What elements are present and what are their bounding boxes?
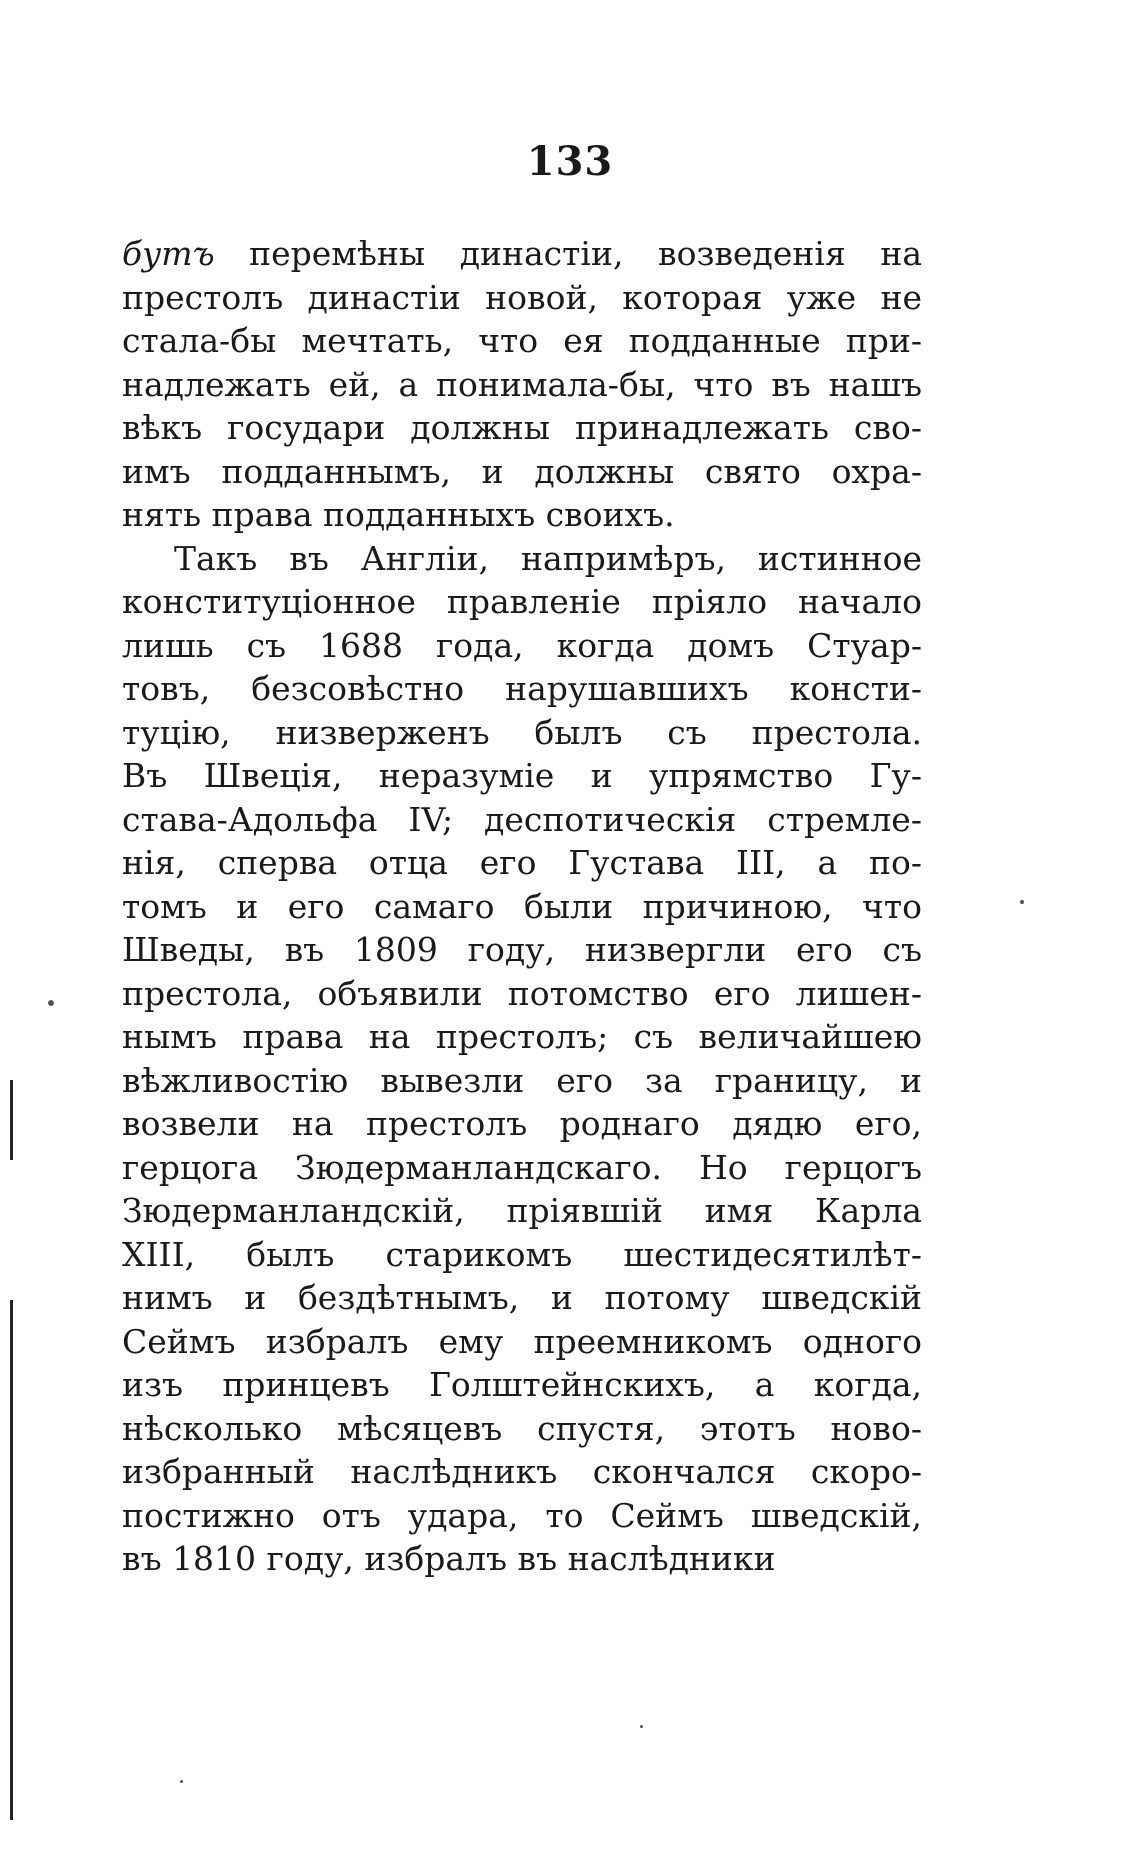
text-line: томъ и его самаго были причиною, что [122, 886, 922, 926]
text-line [122, 232, 922, 276]
text-line: надлежать ей, а понимала-бы, что въ нашъ [122, 364, 922, 404]
text-line-rest: перемѣны династіи, возведенія на [214, 234, 922, 273]
scan-speck [180, 1780, 183, 1783]
body-text [122, 232, 922, 1581]
text-line: нимъ и бездѣтнымъ, и потому шведскій [122, 1278, 922, 1317]
text-line: Сеймъ избралъ ему преемникомъ одного [122, 1321, 922, 1361]
text-line: въ 1810 году, избралъ въ наслѣдники [122, 1539, 776, 1578]
text-line: нять права подданныхъ своихъ. [122, 495, 675, 534]
text-line: герцога Зюдерманландскаго. Но герцогъ [122, 1147, 922, 1187]
scan-edge-mark [10, 1080, 13, 1160]
text-line: изъ принцевъ Голштейнскихъ, а когда, [122, 1365, 922, 1404]
text-line: става-Адольфа IV; деспотическія стремле- [122, 799, 922, 839]
text-line: товъ, безсовѣстно нарушавшихъ консти- [122, 669, 922, 708]
text-line: возвели на престолъ роднаго дядю его, [122, 1104, 922, 1143]
text-line: стала-бы мечтать, что ея подданные при- [122, 321, 922, 360]
text-line: туцію, низверженъ былъ съ престола. [122, 712, 922, 752]
text-line: вѣжливостію вывезли его за границу, и [122, 1060, 922, 1100]
text-line: нія, сперва отца его Густава III, а по- [122, 843, 922, 882]
text-line: имъ подданнымъ, и должны свято охра- [122, 451, 922, 491]
paragraph-start-line: Такъ въ Англіи, напримѣръ, истинное [174, 538, 922, 578]
text-line: постижно отъ удара, то Сеймъ шведскій, [122, 1495, 922, 1535]
text-line: престола, объявили потомство его лишен- [122, 973, 922, 1013]
text-line: Шведы, въ 1809 году, низвергли его съ [122, 930, 922, 969]
scan-speck [640, 1725, 643, 1728]
text-line: нымъ права на престолъ; съ величайшею [122, 1017, 922, 1056]
text-line: престолъ династіи новой, которая уже не [122, 277, 922, 317]
scan-speck [1020, 900, 1024, 904]
scan-edge-mark [10, 1300, 13, 1820]
text-line: нѣсколько мѣсяцевъ спустя, этотъ ново- [122, 1408, 922, 1448]
text-line: избранный наслѣдникъ скончался скоро- [122, 1452, 922, 1491]
text-line: Зюдерманландскій, пріявшій имя Карла [122, 1191, 922, 1230]
scan-speck [48, 1000, 54, 1006]
page-number: 133 [526, 138, 614, 185]
italic-word: бутъ [122, 234, 215, 273]
text-line: вѣкъ государи должны принадлежать сво- [122, 408, 922, 447]
text-line: конституціонное правленіе пріяло начало [122, 582, 922, 621]
text-line: лишь съ 1688 года, когда домъ Стуар- [122, 625, 922, 665]
text-line: XIII, былъ старикомъ шестидесятилѣт- [122, 1234, 922, 1274]
text-line: Въ Швеція, неразуміе и упрямство Гу- [122, 756, 922, 795]
